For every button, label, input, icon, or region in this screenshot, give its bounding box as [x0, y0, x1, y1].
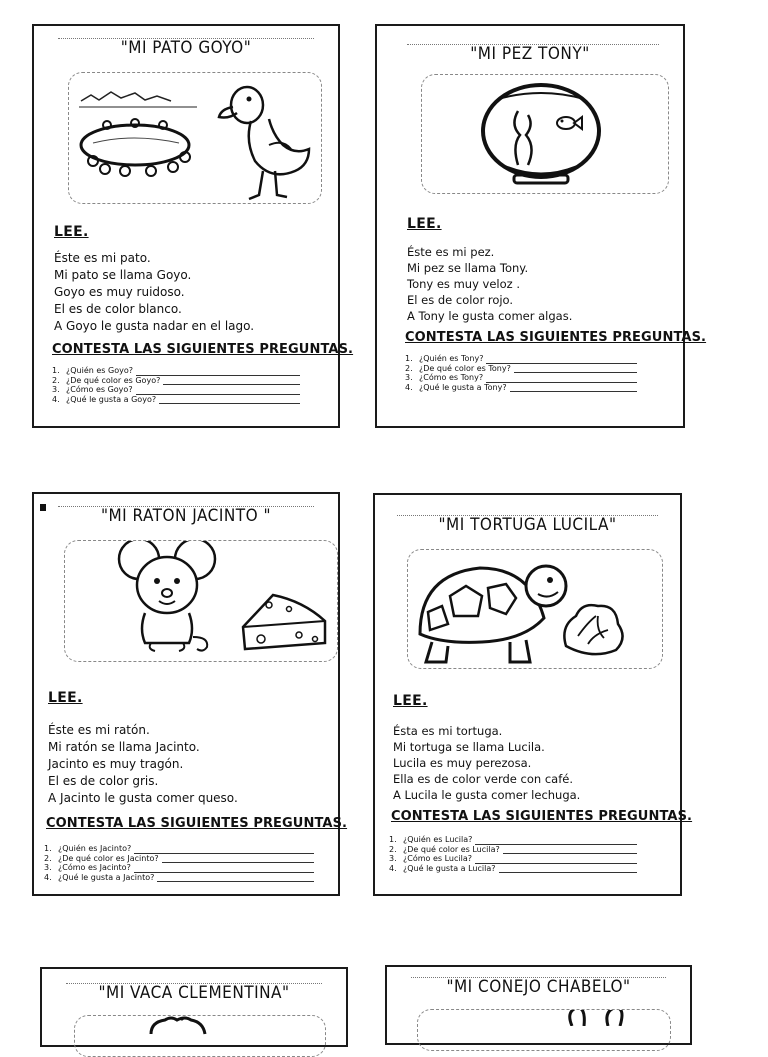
- reading-line: El es de color gris.: [48, 774, 159, 788]
- question-row: [405, 364, 637, 374]
- question-row: [52, 385, 300, 395]
- questions-heading: CONTESTA LAS SIGUIENTES PREGUNTAS.: [405, 330, 707, 345]
- answer-line[interactable]: [134, 846, 314, 854]
- question-text: ¿Qué le gusta a Tony?: [419, 382, 507, 392]
- card-title: "MI CONEJO CHABELO": [446, 977, 631, 997]
- question-text: ¿Qué le gusta a Goyo?: [66, 394, 157, 404]
- answer-line[interactable]: [162, 855, 314, 863]
- reading-line: El es de color rojo.: [407, 293, 514, 307]
- question-text: ¿Cómo es Lucila?: [403, 854, 472, 864]
- question-number: 3.: [389, 854, 397, 864]
- reading-passage: [393, 723, 580, 803]
- question-number: 3.: [405, 373, 413, 383]
- pond-icon: [73, 83, 203, 193]
- question-row: [52, 395, 300, 405]
- reading-line: Jacinto es muy tragón.: [48, 757, 184, 771]
- question-row: [52, 376, 300, 386]
- answer-line[interactable]: [499, 865, 638, 873]
- question-number: 2.: [44, 853, 52, 863]
- question-text: ¿Quién es Goyo?: [66, 366, 133, 375]
- reading-line: Mi ratón se llama Jacinto.: [48, 740, 200, 754]
- question-row: [44, 854, 314, 864]
- question-row: [389, 845, 637, 855]
- question-number: 3.: [44, 863, 52, 873]
- picture-frame: [421, 74, 669, 194]
- worksheet-card-pato: [32, 24, 354, 428]
- answer-line[interactable]: [475, 837, 637, 845]
- duck-icon: [215, 75, 315, 201]
- question-list: [44, 844, 314, 882]
- answer-line[interactable]: [486, 356, 637, 364]
- question-list: [389, 835, 637, 873]
- lettuce-icon: [558, 596, 628, 666]
- answer-line[interactable]: [159, 396, 300, 404]
- cow-icon: [141, 1016, 231, 1036]
- question-number: 1.: [389, 835, 397, 844]
- reading-line: El es de color blanco.: [54, 302, 182, 316]
- answer-line[interactable]: [503, 846, 637, 854]
- card-title: "MI VACA CLEMENTINA": [98, 983, 290, 1003]
- answer-line[interactable]: [486, 375, 637, 383]
- question-row: [44, 844, 314, 854]
- answer-line[interactable]: [475, 856, 637, 864]
- questions-heading: CONTESTA LAS SIGUIENTES PREGUNTAS.: [46, 816, 348, 831]
- picture-frame: [64, 540, 338, 662]
- question-text: ¿Qué le gusta a Lucila?: [403, 863, 496, 873]
- question-list: [405, 354, 637, 392]
- question-text: ¿Cómo es Tony?: [419, 373, 484, 383]
- reading-line: A Lucila le gusta comer lechuga.: [393, 788, 581, 802]
- picture-frame: [74, 1015, 326, 1057]
- lee-heading: LEE.: [407, 216, 442, 232]
- question-number: 1.: [44, 844, 52, 853]
- question-number: 2.: [389, 844, 397, 854]
- question-text: ¿Quién es Tony?: [419, 354, 484, 363]
- questions-heading: CONTESTA LAS SIGUIENTES PREGUNTAS.: [52, 342, 354, 357]
- reading-line: Ésta es mi tortuga.: [393, 724, 503, 738]
- question-row: [389, 854, 637, 864]
- reading-line: A Jacinto le gusta comer queso.: [48, 791, 238, 805]
- answer-line[interactable]: [163, 377, 300, 385]
- question-row: [405, 383, 637, 393]
- picture-frame: [407, 549, 663, 669]
- reading-line: Ella es de color verde con café.: [393, 772, 573, 786]
- question-number: 2.: [405, 363, 413, 373]
- card-title: "MI PATO GOYO": [120, 38, 252, 58]
- card-title: "MI PEZ TONY": [470, 44, 590, 64]
- question-text: ¿Cómo es Jacinto?: [58, 863, 131, 873]
- question-number: 4.: [405, 382, 413, 392]
- worksheet-card-raton: [32, 492, 348, 896]
- question-number: 4.: [44, 872, 52, 882]
- question-row: [389, 864, 637, 874]
- question-number: 4.: [389, 863, 397, 873]
- picture-frame: [68, 72, 322, 204]
- answer-line[interactable]: [134, 865, 314, 873]
- card-title: "MI RATON JACINTO ": [100, 506, 272, 526]
- reading-line: Lucila es muy perezosa.: [393, 756, 532, 770]
- reading-line: Éste es mi pato.: [54, 251, 151, 265]
- question-number: 3.: [52, 385, 60, 395]
- reading-passage: [407, 244, 572, 324]
- question-number: 2.: [52, 375, 60, 385]
- question-row: [389, 835, 637, 845]
- reading-line: Mi pez se llama Tony.: [407, 261, 529, 275]
- question-number: 1.: [52, 366, 60, 375]
- question-text: ¿De qué color es Tony?: [419, 363, 511, 373]
- worksheet-card-tortuga: [373, 493, 693, 896]
- worksheet-card-pez: [375, 24, 707, 428]
- picture-frame: [417, 1009, 671, 1051]
- question-row: [405, 354, 637, 364]
- question-row: [405, 373, 637, 383]
- question-row: [44, 863, 314, 873]
- question-text: ¿Quién es Jacinto?: [58, 844, 132, 853]
- fishbowl-icon: [478, 75, 604, 193]
- question-text: ¿De qué color es Jacinto?: [58, 853, 159, 863]
- questions-heading: CONTESTA LAS SIGUIENTES PREGUNTAS.: [391, 809, 693, 824]
- turtle-icon: [410, 550, 570, 668]
- question-text: ¿De qué color es Lucila?: [403, 844, 500, 854]
- reading-passage: [48, 722, 238, 807]
- question-row: [44, 873, 314, 883]
- answer-line[interactable]: [157, 874, 314, 882]
- answer-line[interactable]: [514, 365, 637, 373]
- lee-heading: LEE.: [54, 224, 89, 240]
- reading-line: A Goyo le gusta nadar en el lago.: [54, 319, 255, 333]
- reading-line: A Tony le gusta comer algas.: [407, 309, 573, 323]
- lee-heading: LEE.: [48, 690, 83, 706]
- reading-passage: [54, 250, 254, 335]
- question-text: ¿De qué color es Goyo?: [66, 375, 161, 385]
- mouse-icon: [111, 540, 231, 653]
- question-text: ¿Cómo es Goyo?: [66, 385, 133, 395]
- question-number: 1.: [405, 354, 413, 363]
- question-list: [52, 366, 300, 404]
- answer-line[interactable]: [136, 387, 300, 395]
- worksheet-card-conejo: [385, 965, 692, 1045]
- question-row: [52, 366, 300, 376]
- lee-heading: LEE.: [393, 693, 428, 709]
- reading-line: Tony es muy veloz .: [407, 277, 520, 291]
- worksheet-card-vaca: [40, 967, 348, 1047]
- cheese-icon: [239, 587, 329, 657]
- card-title: "MI TORTUGA LUCILA": [438, 515, 617, 535]
- question-text: ¿Qué le gusta a Jacinto?: [58, 872, 155, 882]
- question-number: 4.: [52, 394, 60, 404]
- reading-line: Éste es mi ratón.: [48, 723, 150, 737]
- reading-line: Mi tortuga se llama Lucila.: [393, 740, 545, 754]
- rabbit-icon: [558, 1009, 648, 1026]
- reading-line: Goyo es muy ruidoso.: [54, 285, 185, 299]
- answer-line[interactable]: [136, 368, 300, 376]
- reading-line: Mi pato se llama Goyo.: [54, 268, 192, 282]
- reading-line: Éste es mi pez.: [407, 245, 495, 259]
- answer-line[interactable]: [510, 384, 637, 392]
- question-text: ¿Quién es Lucila?: [403, 835, 473, 844]
